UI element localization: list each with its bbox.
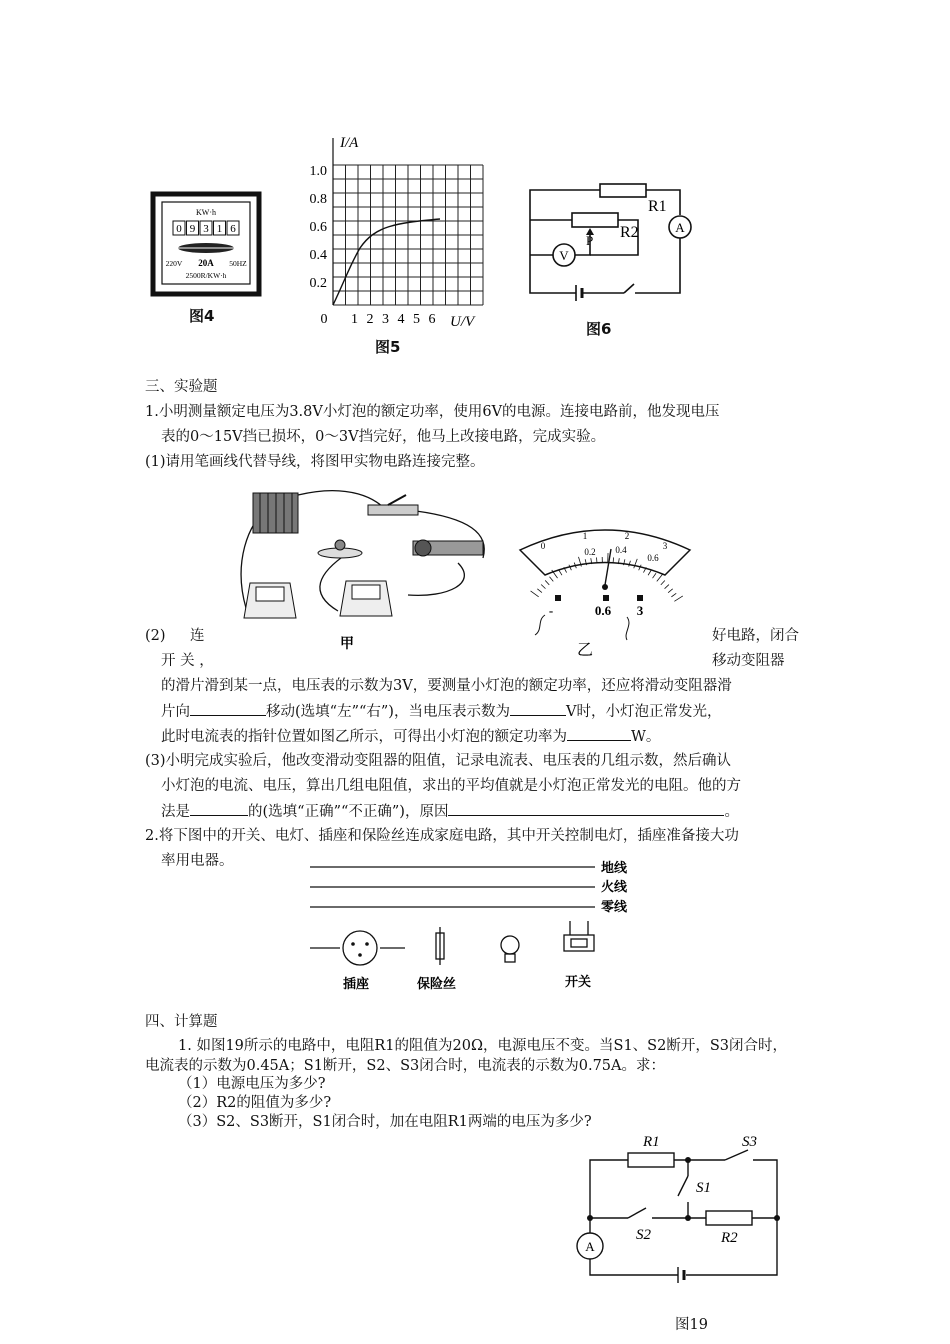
- meter-voltage: 220V: [165, 259, 183, 268]
- calc-q1-line1: 1. 如图19所示的电路中，电阻R1的阻值为20Ω，电源电压不变。当S1、S2断开，S3闭合时，: [178, 1038, 787, 1054]
- meter-frequency: 50HZ: [229, 259, 247, 268]
- dial-tick: [559, 570, 562, 575]
- voltage-blank[interactable]: [510, 701, 566, 716]
- dial-tick: [550, 577, 554, 582]
- fig19-s3-label: S3: [742, 1134, 757, 1150]
- dial-tick: [657, 574, 663, 582]
- q2-line2: 率用电器。: [161, 853, 234, 869]
- neutral-wire-label: 零线: [601, 900, 628, 915]
- apparatus-jia-figure: [228, 483, 498, 653]
- meter-revolutions: 2500R/KW·h: [185, 271, 227, 280]
- q1-line2: 表的0～15V挡已损坏，0～3V挡完好，他马上改接电路，完成实验。: [161, 429, 606, 445]
- x-axis-label: U/V: [450, 314, 475, 330]
- fig6-circuit: [520, 175, 695, 310]
- calc-sub2: （2）R2的阻值为多少?: [178, 1095, 332, 1111]
- fig19-circuit: [570, 1128, 785, 1288]
- dial-bottom-number: 0.2: [584, 547, 596, 557]
- q1-part2-word1: 连: [190, 628, 205, 644]
- fig-jia-label: 甲: [340, 637, 354, 652]
- ammeter-yi-figure: [515, 525, 695, 660]
- q1-line1: 1.小明测量额定电压为3.8V小灯泡的额定功率，使用6V的电源。连接电路前，他发现电压: [145, 404, 720, 420]
- q1-part3-line2: 小灯泡的电流、电压，算出几组电阻值，求出的平均值就是小灯泡正常发光的电阻。他的方: [161, 778, 741, 794]
- fig19-r2-label: R2: [721, 1230, 738, 1246]
- y-tick-label: 0.2: [309, 276, 327, 291]
- fig5-caption: 图5: [375, 338, 401, 356]
- reason-blank[interactable]: [448, 801, 724, 816]
- meter-digit: 1: [216, 223, 223, 235]
- meter-digit: 9: [189, 223, 196, 235]
- dial-top-number: 2: [624, 531, 630, 541]
- q1-part2-line4: 此时电流表的指针位置如图乙所示，可得出小灯泡的额定功率为 W。: [161, 726, 660, 747]
- q1-part3-line3: 法是 的(选填“正确”“不正确”)，原因 。: [161, 801, 739, 822]
- y-axis-label: I/A: [340, 135, 359, 151]
- direction-blank[interactable]: [190, 701, 266, 716]
- section4-heading: 四、计算题: [145, 1014, 218, 1030]
- meter-unit: KW·h: [196, 208, 216, 217]
- correctness-blank[interactable]: [190, 801, 248, 816]
- fig6-caption: 图6: [586, 320, 612, 338]
- x-tick-label: 2: [366, 312, 374, 327]
- q1-part2-label: (2): [145, 628, 166, 644]
- dial-bottom-number: 0.4: [615, 545, 627, 555]
- q2-line1: 2.将下图中的开关、电灯、插座和保险丝连成家庭电路，其中开关控制电灯，插座准备接大功: [145, 828, 739, 844]
- q1-part2-line3: 片向 移动(选填“左”“右”)，当电压表示数为 V时，小灯泡正常发光，: [161, 701, 721, 722]
- calc-sub1: （1）电源电压为多少?: [178, 1076, 326, 1092]
- dial-tick: [531, 591, 539, 597]
- dial-tick: [671, 593, 676, 597]
- live-wire-label: 火线: [601, 880, 628, 895]
- fig19-s2-label: S2: [636, 1227, 651, 1243]
- y-tick-label: 0.6: [309, 220, 327, 235]
- dial-terminal-label: 0.6: [594, 603, 612, 618]
- x-tick-label: 3: [382, 312, 389, 327]
- dial-tick: [648, 570, 651, 575]
- y-tick-label: 0.4: [309, 248, 327, 263]
- socket-label: 插座: [343, 977, 370, 992]
- voltmeter-label: V: [559, 248, 569, 263]
- dial-top-number: 0: [540, 541, 546, 551]
- q1-part1: (1)请用笔画线代替导线，将图甲实物电路连接完整。: [145, 454, 485, 470]
- dial-tick: [668, 589, 673, 593]
- r1-label: R1: [648, 198, 667, 215]
- y-tick-label: 1.0: [309, 164, 327, 179]
- fig4-caption: 图4: [189, 307, 215, 325]
- meter-digit: 0: [176, 223, 182, 235]
- dial-terminal-label: 3: [636, 603, 644, 618]
- q1-part2-line2: 的滑片滑到某一点，电压表的示数为3V，要测量小灯泡的额定功率，还应将滑动变阻器滑: [161, 678, 732, 694]
- x-tick-label: 4: [397, 312, 405, 327]
- dial-tick: [537, 589, 542, 593]
- calc-sub3: （3）S2、S3断开，S1闭合时，加在电阻R1两端的电压为多少?: [178, 1114, 592, 1130]
- p-label: P: [586, 233, 594, 248]
- x-tick-label: 0: [320, 312, 328, 327]
- calc-q1-line2: 电流表的示数为0.45A；S1断开，S2、S3闭合时，电流表的示数为0.75A。求：: [145, 1058, 665, 1074]
- section3-heading: 三、实验题: [145, 379, 218, 395]
- x-tick-label: 6: [428, 312, 436, 327]
- dial-top-number: 1: [582, 531, 588, 541]
- fig19-ammeter-label: A: [585, 1239, 595, 1254]
- x-tick-label: 1: [351, 312, 358, 327]
- fuse-label: 保险丝: [417, 977, 457, 992]
- dial-tick: [665, 585, 669, 589]
- ammeter-label: A: [675, 220, 685, 235]
- ground-wire-label: 地线: [601, 861, 628, 876]
- q1-part2-word4: 移动变阻器: [712, 653, 785, 669]
- dial-terminal-label: -: [548, 603, 554, 618]
- fig19-s1-label: S1: [696, 1180, 711, 1196]
- dial-tick: [674, 596, 682, 601]
- dial-tick: [629, 561, 631, 567]
- iu-graph-figure: [300, 130, 490, 330]
- dial-bottom-number: 0.6: [647, 553, 659, 563]
- q1-part2-word3: 开 关 ，: [161, 653, 214, 669]
- fig-yi-label: 乙: [577, 642, 594, 659]
- fig19-caption: 图19: [675, 1317, 708, 1333]
- dial-tick: [541, 584, 545, 588]
- r2-label: R2: [620, 224, 639, 241]
- iu-curve: [333, 219, 440, 305]
- dial-top-number: 3: [662, 541, 668, 551]
- q1-part2-word2: 好电路，闭合: [712, 628, 799, 644]
- power-blank[interactable]: [567, 726, 631, 741]
- dial-tick: [545, 580, 549, 584]
- q1-part3-line1: (3)小明完成实验后，他改变滑动变阻器的阻值，记录电流表、电压表的几组示数，然后确认: [145, 753, 732, 769]
- energy-meter-figure: [150, 190, 265, 300]
- dial-tick: [653, 573, 656, 578]
- meter-digit: 3: [203, 223, 209, 235]
- meter-current: 20A: [198, 258, 214, 268]
- y-tick-label: 0.8: [309, 192, 327, 207]
- fig19-r1-label: R1: [643, 1134, 660, 1150]
- meter-digit: 6: [230, 223, 236, 235]
- x-tick-label: 5: [413, 312, 420, 327]
- dial-tick: [634, 559, 638, 568]
- household-circuit-figure: [305, 855, 655, 995]
- switch-label: 开关: [565, 975, 592, 990]
- dial-tick: [661, 581, 665, 585]
